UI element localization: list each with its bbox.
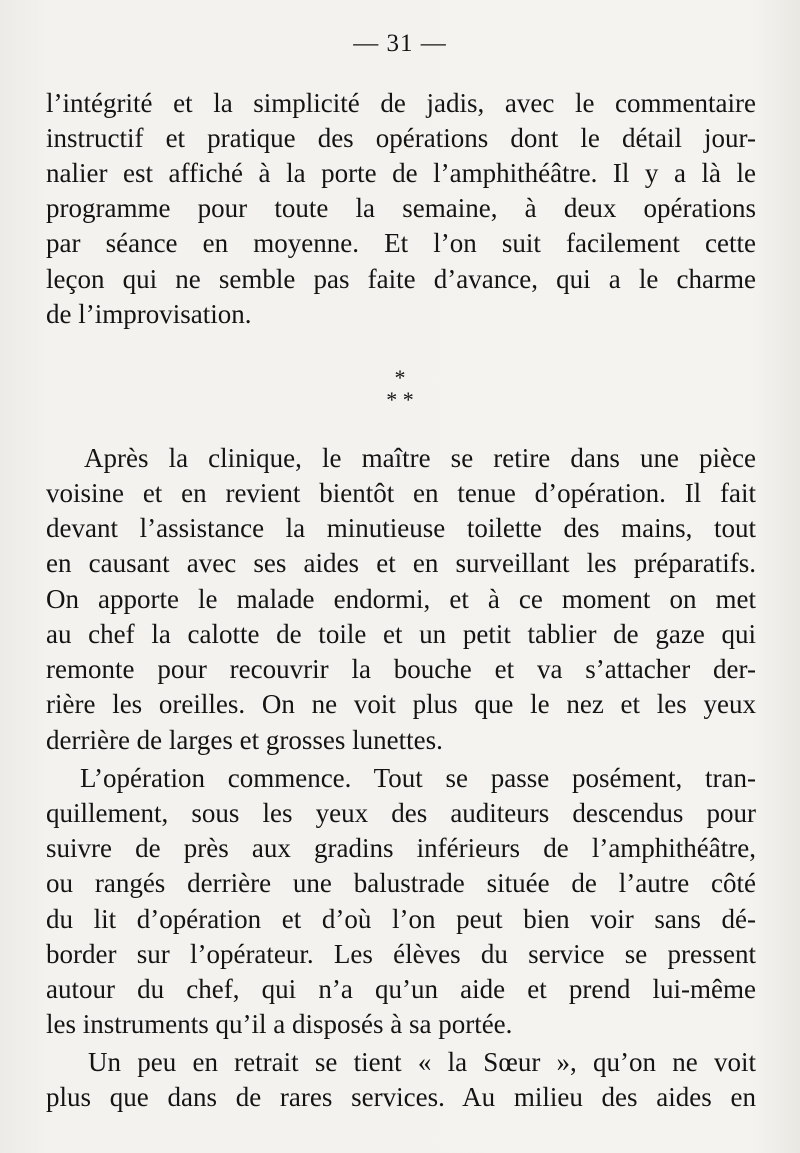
- paragraph-1-line-1: l’intégrité et la simplicité de jadis, avec le commentaire: [46, 88, 756, 118]
- paragraph-3-line-8: les instruments qu’il a disposés à sa portée.: [46, 1009, 513, 1039]
- paragraph-2-line-2: voisine et en revient bientôt en tenue d’opération. Il fait: [46, 478, 756, 508]
- paragraph-3-line-2: quillement, sous les yeux des auditeurs descendus pour: [46, 798, 756, 828]
- paragraph-2-line-6: au chef la calotte de toile et un petit tablier de gaze qui: [46, 619, 756, 649]
- paragraph-1-line-4: programme pour toute la semaine, à deux opérations: [46, 193, 756, 223]
- paragraph-2-line-5: On apporte le malade endormi, et à ce moment on met: [46, 584, 756, 614]
- paragraph-4-line-1: Un peu en retrait se tient « la Sœur », qu’on ne voit: [88, 1047, 756, 1077]
- paragraph-1-line-6: leçon qui ne semble pas faite d’avance, qui a le charme: [46, 264, 756, 294]
- paragraph-4-line-2: plus que dans de rares services. Au milieu des aides en: [46, 1082, 756, 1112]
- paragraph-3-line-1: L’opération commence. Tout se passe posément, tran-: [80, 763, 756, 793]
- paragraph-2-line-4: en causant avec ses aides et en surveillant les préparatifs.: [46, 548, 756, 578]
- paragraph-3-line-7: autour du chef, qui n’a qu’un aide et prend lui-même: [46, 974, 756, 1004]
- paragraph-2-line-7: remonte pour recouvrir la bouche et va s’attacher der-: [46, 654, 756, 684]
- page-number: — 31 —: [353, 30, 447, 57]
- paragraph-2-line-1: Après la clinique, le maître se retire dans une pièce: [84, 443, 756, 473]
- separator-stars-bottom: * *: [386, 387, 414, 412]
- paragraph-2-line-3: devant l’assistance la minutieuse toilette des mains, tout: [46, 513, 756, 543]
- paragraph-2-line-8: rière les oreilles. On ne voit plus que le nez et les yeux: [46, 689, 756, 719]
- paragraph-3-line-4: ou rangés derrière une balustrade située de l’autre côté: [46, 868, 756, 898]
- separator-star-top: *: [394, 365, 406, 390]
- paragraph-3-line-3: suivre de près aux gradins inférieurs de l’amphithéâtre,: [46, 833, 756, 863]
- paragraph-2-line-9: derrière de larges et grosses lunettes.: [46, 725, 443, 755]
- paragraph-1-line-3: nalier est affiché à la porte de l’amphithéâtre. Il y a là le: [46, 158, 756, 188]
- paragraph-1-line-7: de l’improvisation.: [46, 299, 252, 329]
- paragraph-3-line-5: du lit d’opération et d’où l’on peut bien voir sans dé-: [46, 904, 756, 934]
- paragraph-1-line-2: instructif et pratique des opérations dont le détail jour-: [46, 123, 756, 153]
- paragraph-3-line-6: border sur l’opérateur. Les élèves du service se pressent: [46, 939, 756, 969]
- paragraph-1-line-5: par séance en moyenne. Et l’on suit facilement cette: [46, 228, 756, 258]
